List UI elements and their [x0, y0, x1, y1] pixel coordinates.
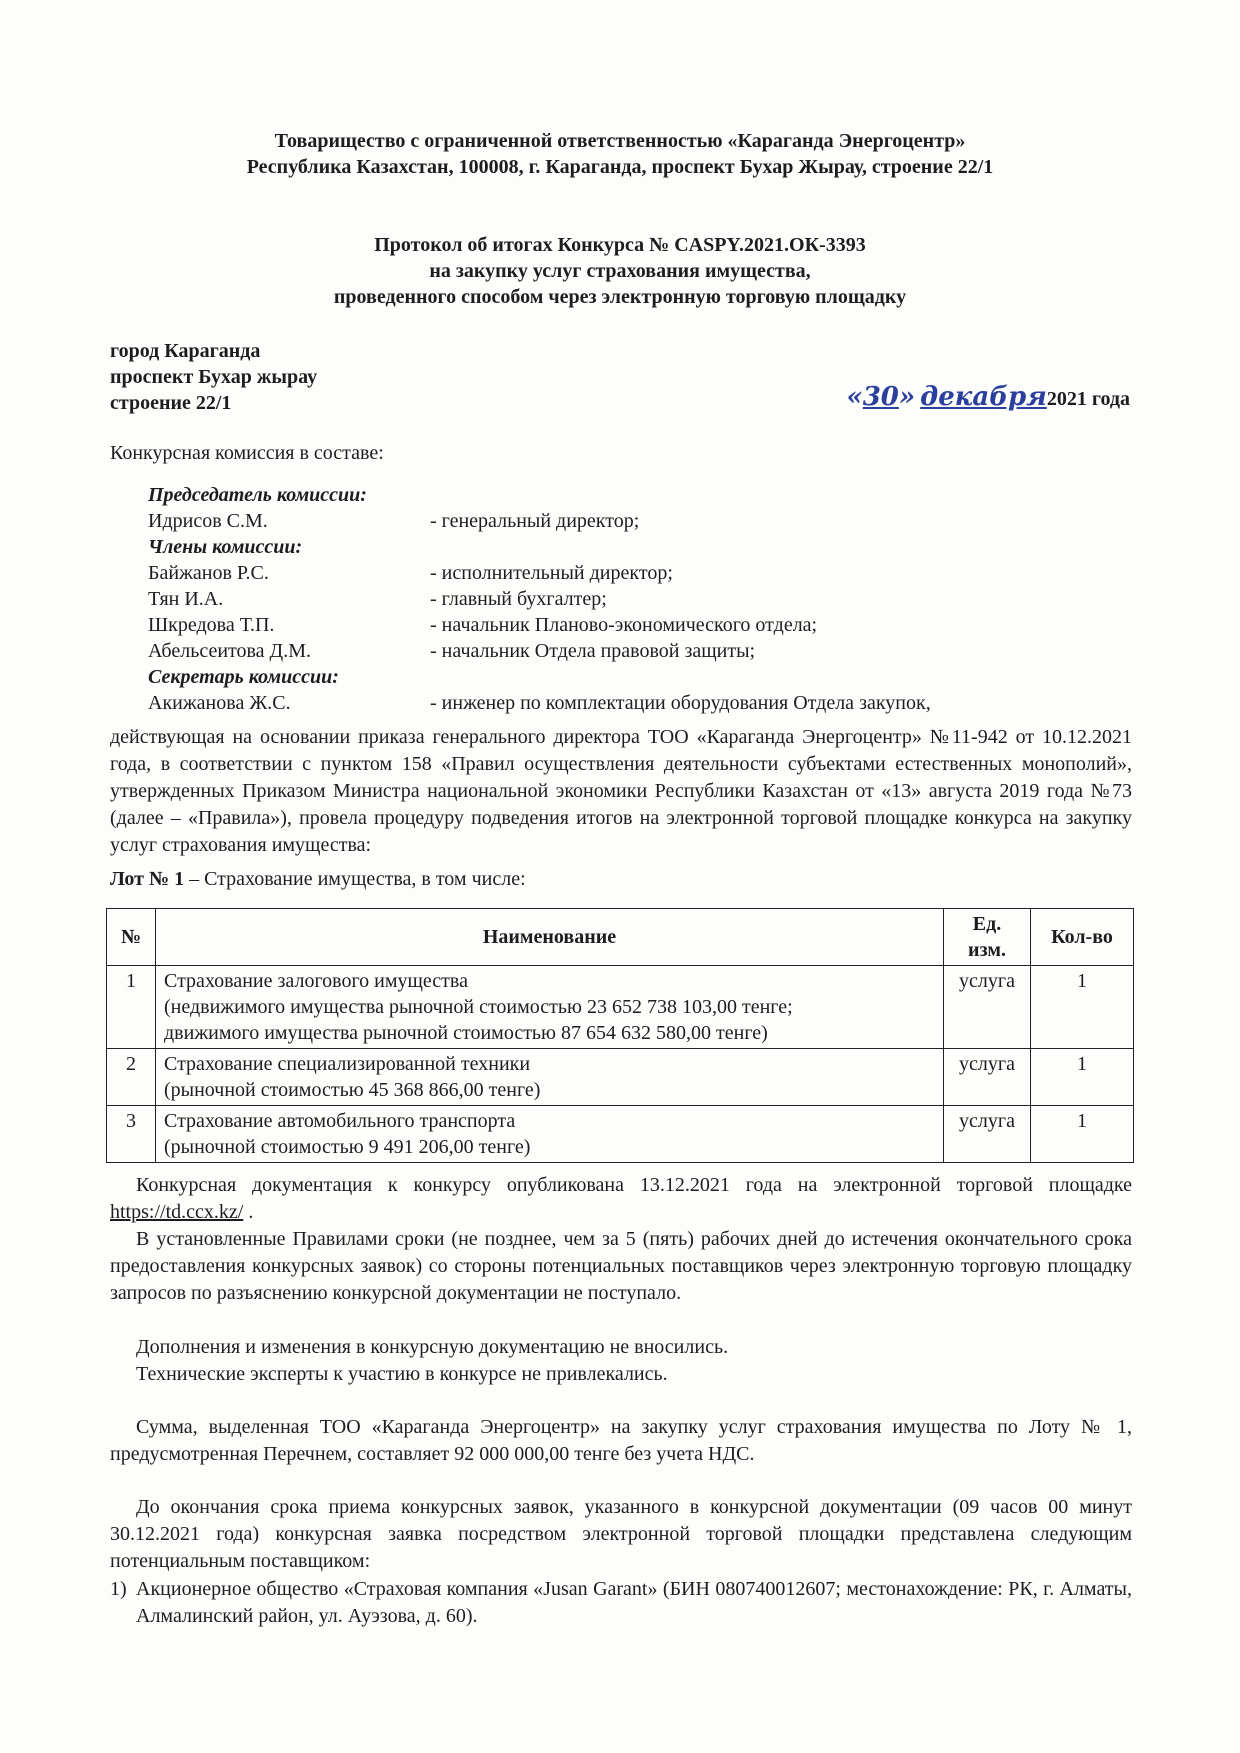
place-building: строение 22/1: [110, 392, 232, 414]
row-name: [156, 966, 944, 1049]
chair-heading: Председатель комиссии:: [148, 484, 367, 506]
place-block: [110, 338, 317, 416]
place-city: город Караганда: [110, 340, 261, 362]
row-qty: 1: [1031, 1049, 1134, 1106]
secretary-name: Акижанова Ж.С.: [148, 692, 291, 714]
changes-paragraph: Дополнения и изменения в конкурсную документацию не вносились.: [136, 1336, 729, 1358]
platform-link[interactable]: https://td.ccx.kz/: [110, 1201, 244, 1223]
member-role: - главный бухгалтер;: [430, 588, 607, 610]
col-header-name: Наименование: [156, 909, 944, 966]
company-name: Товарищество с ограниченной ответственностью «Караганда Энергоцентр»: [274, 130, 966, 152]
basis-paragraph: действующая на основании приказа генерального директора ТОО «Караганда Энергоцентр» №11-942 от 10.12.2021 года, в соответствии с пунктом 158 «Правил осуществления деятельности субъектами естественных монополий», утвержденных Приказом Министра национальной экономики Республики Казахстан от «13» августа 2019 года №73 (далее – «Правила»), провела процедуру подведения итогов на электронной торговой площадке конкурса на закупку услуг страхования имущества:: [110, 726, 1132, 856]
members-heading: Члены комиссии:: [148, 536, 303, 558]
title-line-1: Протокол об итогах Конкурса № CASPY.2021.ОК-3393: [374, 234, 866, 256]
member-name: Байжанов Р.С.: [148, 562, 269, 584]
sum-paragraph: Сумма, выделенная ТОО «Караганда Энергоцентр» на закупку услуг страхования имущества по Лоту № 1, предусмотренная Перечнем, составляет 92 000 000,00 тенге без учета НДС.: [110, 1416, 1132, 1465]
table-row: [107, 1049, 1134, 1106]
row-name-line: (недвижимого имущества рыночной стоимостью 23 652 738 103,00 тенге;: [164, 996, 793, 1018]
row-name-line: (рыночной стоимостью 9 491 206,00 тенге): [164, 1136, 531, 1158]
row-qty: 1: [1031, 1106, 1134, 1163]
row-qty: 1: [1031, 966, 1134, 1049]
date-month: декабря: [920, 382, 1047, 412]
member-name: Абельсеитова Д.М.: [148, 640, 311, 662]
lot-description: – Страхование имущества, в том числе:: [184, 868, 526, 890]
member-name: Тян И.А.: [148, 588, 224, 610]
row-name-line: движимого имущества рыночной стоимостью 87 654 632 580,00 тенге): [164, 1022, 768, 1044]
col-header-unit-line-1: Ед.: [972, 913, 1002, 935]
company-header: [0, 128, 1240, 180]
row-num: 2: [107, 1049, 156, 1106]
row-name: [156, 1049, 944, 1106]
date-day: 30: [862, 382, 899, 412]
date-year: 2021 года: [1046, 388, 1130, 410]
published-paragraph: [110, 1172, 1132, 1226]
lot-line: [110, 868, 526, 891]
member-role: - начальник Планово-экономического отдела;: [430, 614, 818, 636]
published-tail: .: [243, 1201, 254, 1223]
member-name: Шкредова Т.П.: [148, 614, 275, 636]
row-num: 3: [107, 1106, 156, 1163]
date-close-quote: »: [898, 382, 916, 412]
row-name-line: (рыночной стоимостью 45 368 866,00 тенге): [164, 1079, 541, 1101]
company-address: Республика Казахстан, 100008, г. Караганда, проспект Бухар Жырау, строение 22/1: [246, 156, 994, 178]
place-street: проспект Бухар жырау: [110, 366, 318, 388]
protocol-title: [0, 232, 1240, 310]
supplier-number: 1): [110, 1578, 127, 1600]
experts-paragraph: Технические эксперты к участию в конкурсе не привлекались.: [136, 1363, 668, 1385]
row-name-line: Страхование автомобильного транспорта: [164, 1110, 516, 1132]
row-unit: услуга: [944, 1106, 1031, 1163]
row-name-line: Страхование залогового имущества: [164, 970, 468, 992]
member-role: - исполнительный директор;: [430, 562, 673, 584]
protocol-date: [846, 382, 1130, 412]
row-name: [156, 1106, 944, 1163]
row-unit: услуга: [944, 966, 1031, 1049]
secretary-role: - инженер по комплектации оборудования Отдела закупок,: [430, 692, 931, 714]
applications-paragraph: До окончания срока приема конкурсных заявок, указанного в конкурсной документации (09 часов 00 минут 30.12.2021 года) конкурсная заявка посредством электронной торговой площадки представлена следующим потенциальным поставщиком:: [110, 1496, 1132, 1572]
col-header-qty: Кол-во: [1031, 909, 1134, 966]
date-open-quote: «: [846, 382, 863, 412]
published-text: Конкурсная документация к конкурсу опубликована 13.12.2021 года на электронной торговой площадке: [136, 1174, 1132, 1196]
table-row: [107, 1106, 1134, 1163]
row-unit: услуга: [944, 1049, 1031, 1106]
table-row: [107, 966, 1134, 1049]
title-line-2: на закупку услуг страхования имущества,: [429, 260, 811, 282]
supplier-text: Акционерное общество «Страховая компания «Jusan Garant» (БИН 080740012607; местонахождение: РК, г. Алматы, Алмалинский район, ул. Ауэзова, д. 60).: [136, 1578, 1132, 1627]
row-name-line: Страхование специализированной техники: [164, 1053, 531, 1075]
col-header-unit: [944, 909, 1031, 966]
col-header-unit-line-2: изм.: [968, 939, 1006, 961]
lot-label: Лот № 1: [110, 868, 185, 890]
commission-intro: Конкурсная комиссия в составе:: [110, 442, 384, 464]
col-header-num: №: [107, 909, 156, 966]
lot-table: [106, 908, 1134, 1163]
chair-name: Идрисов С.М.: [148, 510, 268, 532]
row-num: 1: [107, 966, 156, 1049]
secretary-heading: Секретарь комиссии:: [148, 666, 339, 688]
member-role: - начальник Отдела правовой защиты;: [430, 640, 756, 662]
table-header-row: [107, 909, 1134, 966]
title-line-3: проведенного способом через электронную торговую площадку: [333, 286, 907, 308]
deadlines-paragraph: В установленные Правилами сроки (не позднее, чем за 5 (пять) рабочих дней до истечения окончательного срока предоставления конкурсных заявок) со стороны потенциальных поставщиков через электронную торговую площадку запросов по разъяснению конкурсной документации не поступало.: [110, 1228, 1132, 1304]
chair-role: - генеральный директор;: [430, 510, 640, 532]
